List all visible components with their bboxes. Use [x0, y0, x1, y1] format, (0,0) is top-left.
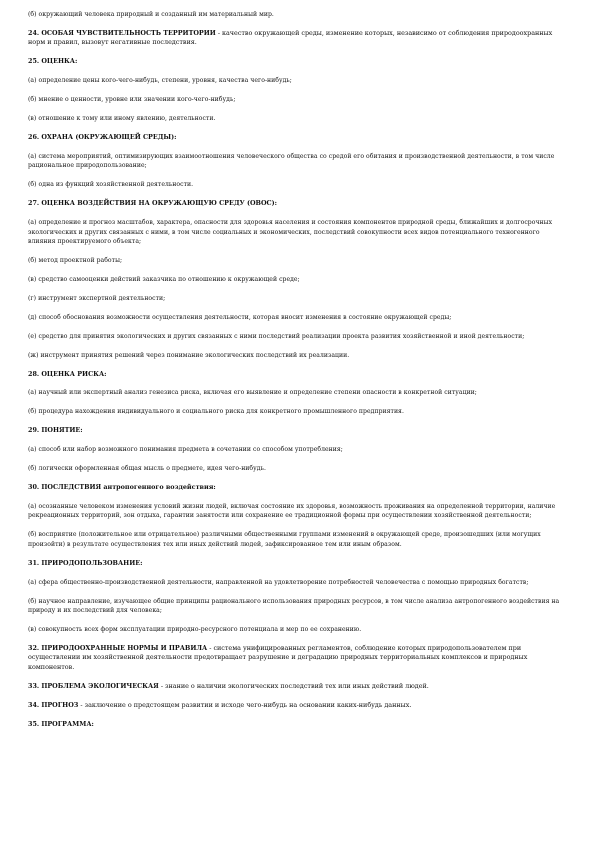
term-title: 25. ОЦЕНКА: [28, 57, 78, 66]
term-heading [28, 483, 568, 493]
definition-item: (б) научное направление, изучающее общие принципы рационального использования природных ресурсов, в том числе анализа антропогенного воздействия на природу и их последствий для человека; [28, 597, 560, 615]
term-definition: - знание о наличии экологических последствий тех или иных действий людей. [158, 681, 429, 690]
definition-item: (ж) инструмент принятия решений через понимание экологических последствий их реализации. [28, 351, 350, 359]
term-title: 29. ПОНЯТИЕ: [28, 426, 83, 435]
term-heading [28, 720, 568, 730]
term-title: 34. ПРОГНОЗ [28, 700, 79, 709]
definition-item: (а) определение и прогноз масштабов, характера, опасности для здоровья населения и состояния компонентов природной среды, ближайших и долгосрочных экологических и других связанных с ними, в том числе социальных и экономических, последствий совокупности всех видов потенциального техногенного влияния проектируемого объекта; [28, 219, 553, 246]
definition-item: (б) одна из функций хозяйственной деятельности. [28, 181, 194, 189]
definition-item: (в) отношение к тому или иному явлению, деятельности. [28, 115, 216, 123]
term-heading [28, 559, 568, 569]
term-title: 24. ОСОБАЯ ЧУВСТВИТЕЛЬНОСТЬ ТЕРРИТОРИИ [28, 28, 216, 37]
term-title: 32. ПРИРОДООХРАННЫЕ НОРМЫ И ПРАВИЛА [28, 643, 208, 652]
definition-item: (е) средство для принятия экологических и других связанных с ними последствий реализации проекта развития хозяйственной и иной деятельности; [28, 332, 525, 340]
definition-item: (в) средство самооценки действий заказчика по отношению к окружающей среде; [28, 276, 300, 284]
definition-item: (б) метод проектной работы; [28, 257, 123, 265]
definition-item: (г) инструмент экспертной деятельности; [28, 294, 166, 302]
definition-item: (а) осознанные человеком изменения условий жизни людей, включая состояние их здоровья, возможность проживания на определенной территории, наличие рекреационных территорий, зон отдыха, гарантии занятости или сохранение ее традиционной формы при осуществлении хозяйственной деятельности; [28, 502, 556, 520]
term-heading [28, 199, 568, 209]
term-heading [28, 644, 568, 673]
term-title: 28. ОЦЕНКА РИСКА: [28, 369, 107, 378]
term-title: 27. ОЦЕНКА ВОЗДЕЙСТВИЯ НА ОКРУЖАЮЩУЮ СРЕДУ (ОВОС): [28, 199, 277, 208]
term-heading [28, 370, 568, 380]
term-title: 35. ПРОГРАММА: [28, 719, 94, 728]
definition-item: (б) окружающий человека природный и созданный им материальный мир. [28, 11, 274, 18]
term-title: 33. ПРОБЛЕМА ЭКОЛОГИЧЕСКАЯ [28, 681, 159, 690]
term-definition: - система унифицированных регламентов, соблюдение которых природопользователем при осуществлении им хозяйственной деятельности предотвращает разрушение и деградацию природных территориальных комплексов и природных компонентов. [28, 643, 528, 672]
term-heading [28, 701, 568, 711]
term-heading [28, 133, 568, 143]
definition-item: (а) система мероприятий, оптимизирующих взаимоотношения человеческого общества со средой его обитания и производственной деятельности, в том числе рациональное природопользование; [28, 152, 555, 170]
definition-item: (б) восприятие (положительное или отрицательное) различными общественными группами изменений в окружающей среде, произошедших (или могущих произойти) в результате осуществления тех или иных действий людей, зафиксированное тем или иным образом. [28, 531, 541, 548]
term-heading [28, 682, 568, 692]
term-title: 26. ОХРАНА (ОКРУЖАЮЩЕЙ СРЕДЫ): [28, 132, 177, 141]
term-title: 30. ПОСЛЕДСТВИЯ антропогенного воздействия: [28, 482, 216, 491]
definition-item: (б) логически оформленная общая мысль о предмете, идея чего-нибудь. [28, 464, 266, 472]
document-body [28, 10, 568, 739]
term-heading [28, 57, 568, 67]
definition-item: (д) способ обоснования возможности осуществления деятельности, которая вносит изменения в состояние окружающей среды; [28, 313, 452, 321]
definition-item: (б) процедура нахождения индивидуального и социального риска для конкретного промышленного предприятия. [28, 408, 404, 416]
definition-item: (б) мнение о ценности, уровне или значении кого-чего-нибудь; [28, 96, 236, 104]
definition-item: (а) научный или экспертный анализ генезиса риска, включая его выявление и определение степени опасности в конкретной ситуации; [28, 389, 477, 397]
definition-item: (а) определение цены кого-чего-нибудь, степени, уровня, качества чего-нибудь; [28, 77, 292, 85]
term-heading [28, 29, 568, 48]
definition-item: (в) совокупность всех форм эксплуатации природно-ресурсного потенциала и мер по ее сохранению. [28, 625, 362, 633]
term-title: 31. ПРИРОДОПОЛЬЗОВАНИЕ: [28, 558, 143, 567]
term-heading [28, 426, 568, 436]
definition-item: (а) сфера общественно-производственной деятельности, направленной на удовлетворение потребностей человечества с помощью природных богатств; [28, 578, 529, 586]
definition-item: (а) способ или набор возможного понимания предмета в сочетании со способом употребления; [28, 446, 343, 454]
term-definition: - качество окружающей среды, изменение которых, независимо от соблюдения природоохранных норм и правил, вызовут негативные последствия. [28, 28, 553, 47]
term-definition: - заключение о предстоящем развитии и исходе чего-нибудь на основании каких-нибудь данных. [78, 700, 412, 709]
